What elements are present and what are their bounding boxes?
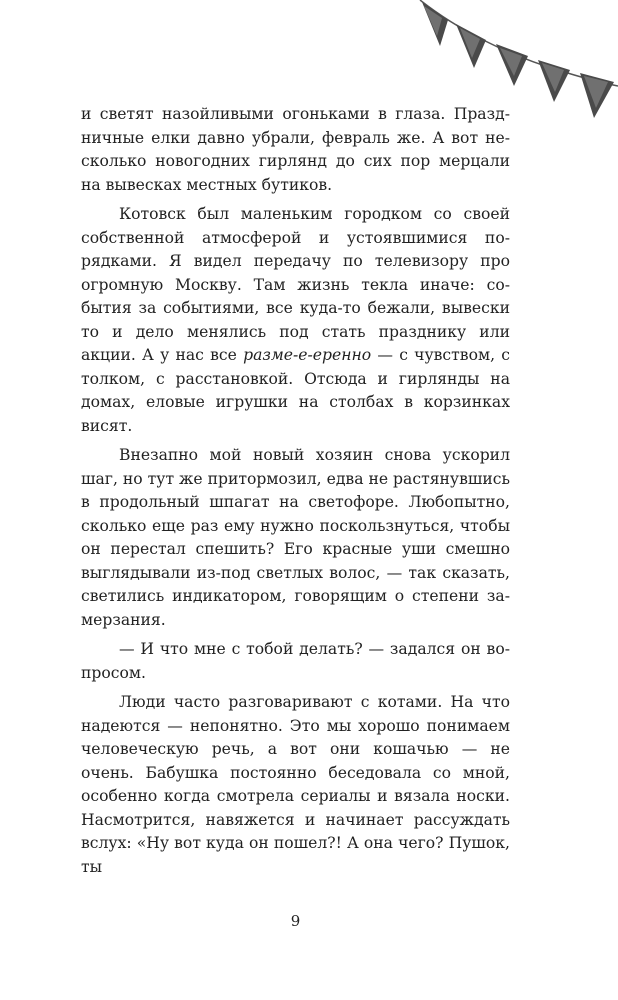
paragraph-text: Люди часто разговаривают с котами. На что надеются — непонятно. Это мы хорошо понимаем человеческую речь, а вот они кошачью — не очень. Бабушка постоянно беседовала со мной, особенно когда смотрела сериалы и вязала носки. Насмотрится, навяжется и начинает рассуждать вслух: «Ну вот куда он пошел?! А она чего? Пушок, ты [81, 693, 510, 876]
paragraph-text: Котовск был маленьким городком со своей собственной атмосферой и устоявшимися порядками. Я видел передачу по телевизору про огромную Москву. Там жизнь текла иначе: события за событиями, все куда-то бежали, вывески то и дело менялись под стать празднику или акции. А у нас все [81, 205, 510, 364]
paragraph-4-dialog [81, 638, 510, 685]
paragraph-text: Внезапно мой новый хозяин снова ускорил шаг, но тут же притормозил, едва не растянувшись в продольный шпагат на светофоре. Любопытно, сколько еще раз ему нужно поскользнуться, чтобы он перестал спешить? Его красные уши смешно выглядывали из-под светлых волос, — так сказать, светились индикатором, говорящим о степени замерзания. [81, 446, 510, 629]
paragraph-text: — с чувством, с толком, с расстановкой. Отсюда и гирлянды на домах, еловые игрушки на столбах в корзинках висят. [81, 346, 511, 435]
paragraph-text: — И что мне с тобой делать? — задался он вопросом. [81, 640, 510, 682]
paragraph-3 [81, 444, 510, 632]
italic-word: разме-е-еренно [243, 346, 372, 364]
paragraph-5 [81, 691, 510, 879]
paragraph-text: и светят назойливыми огоньками в глаза. Праздничные елки давно убрали, февраль же. А вот несколько новогодних гирлянд до сих пор мерцали на вывесках местных бутиков. [81, 105, 510, 194]
page-body [81, 103, 510, 885]
paragraph-1 [81, 103, 510, 197]
page-number: 9 [290, 912, 301, 930]
paragraph-2 [81, 203, 510, 438]
